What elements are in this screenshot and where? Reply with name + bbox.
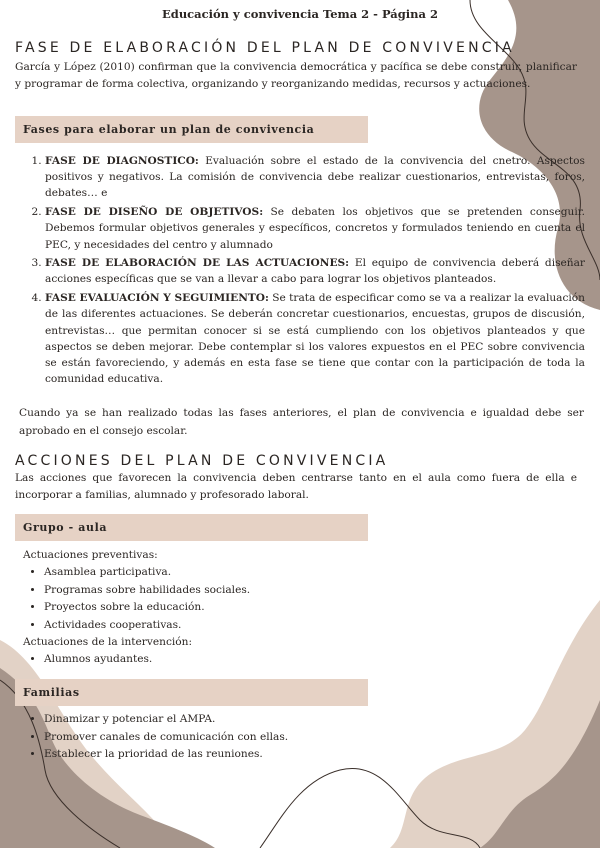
phase-item xyxy=(45,204,585,253)
list-item: • Promover canales de comunicación con ellas. xyxy=(44,729,288,747)
phase-item xyxy=(45,153,585,202)
acciones-intro: Las acciones que favorecen la convivencia deben centrarse tanto en el aula como fuera de ella e incorporar a familias, alumnado y profesorado laboral. xyxy=(15,472,577,501)
preventivas-label: Actuaciones preventivas: xyxy=(23,549,158,561)
subheading-grupo-aula: Grupo - aula xyxy=(15,514,368,541)
phase-text: Se trata de especificar como se va a realizar la evaluación de las diferentes actuaciones. Se deberán concretar cuestionarios, encuestas, grupos de discusión, entrevistas… que permitan conocer si se está cumpliendo con los objetivos planteados y que aspectos se deben mejorar. Debe contemplar si los valores expuestos en el PEC sobre convivencia se están favoreciendo, y además en esta fase se tiene que contar con la participación de toda la comunidad educativa. xyxy=(45,292,585,386)
list-item: • Establecer la prioridad de las reuniones. xyxy=(44,746,288,764)
intervencion-label: Actuaciones de la intervención: xyxy=(23,636,193,648)
intervencion-list xyxy=(23,651,152,669)
subheading-familias: Familias xyxy=(15,679,368,706)
phase-text: Evaluación sobre el estado de la convivencia del cnetro. Aspectos positivos y negativos. La comisión de convivencia debe realizar cuestionarios, entrevistas, foros, debates… e xyxy=(45,155,585,200)
phase-title: FASE DE ELABORACIÓN DE LAS ACTUACIONES: xyxy=(45,257,350,270)
section-title-elaboracion: FASE DE ELABORACIÓN DEL PLAN DE CONVIVENCIA xyxy=(15,40,515,56)
closing-paragraph: Cuando ya se han realizado todas las fases anteriores, el plan de convivencia e igualdad debe ser aprobado en el consejo escolar. xyxy=(19,407,584,437)
section-title-acciones: ACCIONES DEL PLAN DE CONVIVENCIA xyxy=(15,453,389,469)
preventivas-list xyxy=(23,564,250,634)
familias-list xyxy=(23,711,288,764)
list-item: • Programas sobre habilidades sociales. xyxy=(44,582,250,600)
phase-title: FASE EVALUACIÓN Y SEGUIMIENTO: xyxy=(45,292,269,305)
phase-title: FASE DE DIAGNOSTICO: xyxy=(45,155,199,167)
intro-paragraph: García y López (2010) confirman que la convivencia democrática y pacífica se debe construir, planificar y programar de forma colectiva, organizando y reorganizando medidas, recursos y actuaciones. xyxy=(15,61,577,90)
list-item: • Asamblea participativa. xyxy=(44,564,250,582)
phases-list xyxy=(15,153,585,390)
subheading-fases: Fases para elaborar un plan de convivencia xyxy=(15,116,368,143)
phase-item xyxy=(45,290,585,387)
phase-item xyxy=(45,255,585,287)
page-header: Educación y convivencia Tema 2 - Página 2 xyxy=(162,7,438,21)
phase-text: El equipo de convivencia deberá diseñar acciones específicas que se van a llevar a cabo para lograr los objetivos planteados. xyxy=(45,257,585,286)
phase-text: Se debaten los objetivos que se pretenden conseguir. Debemos formular objetivos generales y específicos, concretos y formulados teniendo en cuenta el PEC, y necesidades del centro y alumnado xyxy=(45,206,585,251)
list-item: • Actividades cooperativas. xyxy=(44,617,250,635)
phase-title: FASE DE DISEÑO DE OBJETIVOS: xyxy=(45,206,264,219)
list-item: • Alumnos ayudantes. xyxy=(44,651,152,669)
list-item: • Proyectos sobre la educación. xyxy=(44,599,250,617)
list-item: • Dinamizar y potenciar el AMPA. xyxy=(44,711,288,729)
